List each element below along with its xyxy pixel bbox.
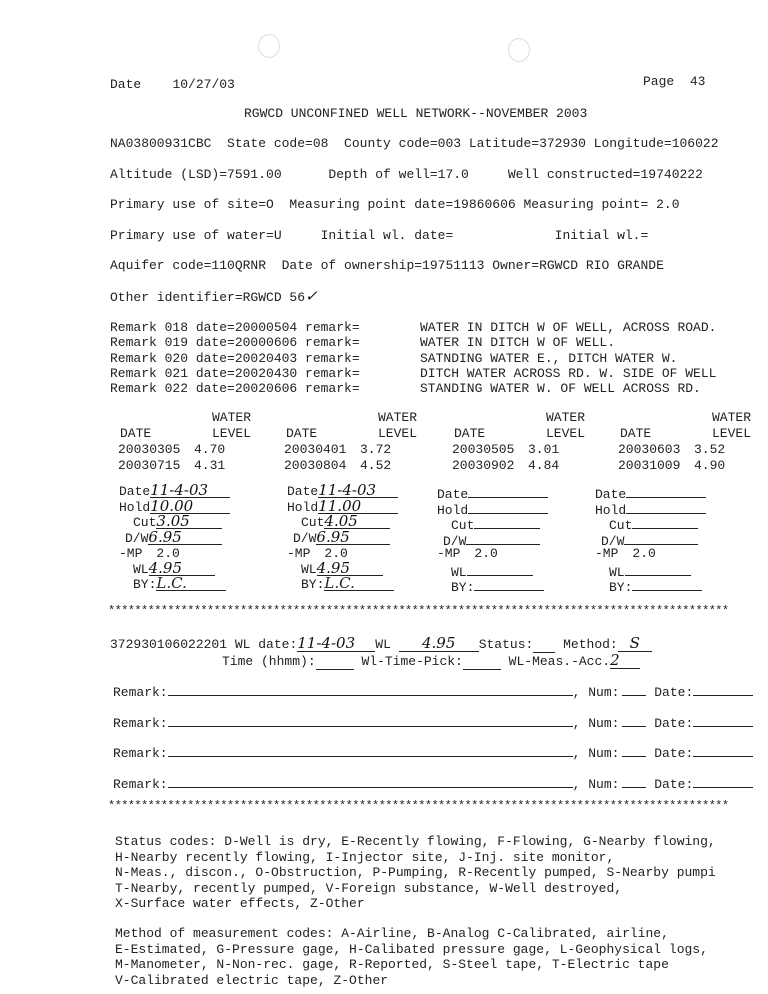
form-label-mp: -MP — [437, 546, 461, 561]
form-label-by: BY: — [301, 577, 325, 592]
level-value: 4.52 — [360, 458, 392, 473]
date-header: DATE — [454, 426, 486, 441]
form-field-date[interactable]: 11-4-03 — [318, 484, 398, 498]
form-label-wl: WL — [301, 561, 317, 577]
form-label-hold: Hold — [437, 502, 469, 518]
form-value-mp: 2.0 — [156, 546, 180, 561]
date-field[interactable] — [693, 714, 753, 727]
remark-label: Remark 018 date=20000504 remark= — [110, 320, 360, 335]
form-label-date: Date — [595, 487, 627, 502]
form-value-mp: 2.0 — [632, 546, 656, 561]
remark-label: Remark 020 date=20020403 remark= — [110, 350, 360, 366]
entry-line — [110, 636, 652, 653]
remark-entry: Remark: , Num: Date: — [113, 683, 753, 700]
form-field-dw[interactable] — [624, 531, 698, 545]
method-code-line: M-Manometer, N-Non-rec. gage, R-Reported, S-Steel tape, T-Electric tape — [115, 957, 669, 972]
remark-text: STANDING WATER W. OF WELL ACROSS RD. — [420, 381, 701, 397]
status-code-line: Status codes: D-Well is dry, E-Recently flowing, F-Flowing, G-Nearby flowing, — [115, 834, 716, 849]
level-date: 20030603 — [618, 442, 681, 457]
form-row-by — [437, 577, 587, 593]
form-row-mp — [119, 546, 269, 562]
remark-text: DITCH WATER ACROSS RD. W. SIDE OF WELL — [420, 365, 717, 381]
time-field[interactable] — [316, 654, 354, 670]
form-field-dw[interactable]: 6.95 — [148, 531, 222, 545]
form-field-cut[interactable]: 3.05 — [156, 515, 222, 529]
remark-label: Remark 021 date=20020430 remark= — [110, 365, 360, 381]
level-date: 20030305 — [118, 442, 181, 457]
method-code-line: V-Calibrated electric tape, Z-Other — [115, 972, 389, 988]
measurement-form — [437, 484, 587, 593]
form-label-by: BY: — [451, 580, 475, 595]
level-value: 4.90 — [694, 458, 726, 473]
date-label: Date — [110, 77, 142, 92]
level-value: 3.72 — [360, 442, 392, 457]
form-row-dw — [119, 527, 269, 547]
form-row-cut — [119, 512, 269, 531]
form-row-cut — [437, 515, 587, 531]
form-label-cut: Cut — [609, 518, 633, 533]
form-row-dw — [437, 531, 587, 547]
form-label-mp: -MP — [287, 546, 311, 561]
form-row-date — [119, 481, 269, 500]
method-code-line: E-Estimated, G-Pressure gage, H-Calibated pressure gage, L-Geophysical logs, — [115, 941, 708, 957]
wl-date-field[interactable]: 11-4-03 — [297, 636, 375, 652]
punch-hole — [258, 34, 280, 58]
remark-label: Remark 022 date=20020606 remark= — [110, 381, 360, 397]
site-line-2: Altitude (LSD)=7591.00 Depth of well=17.0 Well constructed=19740222 — [110, 167, 703, 182]
form-row-dw — [595, 531, 745, 547]
form-row-wl — [287, 558, 437, 578]
form-label-cut: Cut — [133, 515, 157, 530]
water-header: WATER — [212, 410, 252, 425]
separator: ********************************************************************************************** — [108, 604, 729, 618]
level-header: LEVEL — [712, 426, 752, 441]
wl-field[interactable]: 4.95 — [399, 636, 479, 652]
level-value: 3.52 — [694, 442, 726, 457]
form-row-hold — [437, 500, 587, 516]
status-code-line: X-Surface water effects, Z-Other — [115, 896, 365, 911]
form-row-mp — [595, 546, 745, 562]
form-field-date[interactable] — [626, 484, 706, 498]
date-field-label: Date: — [654, 746, 694, 761]
site-id: 372930106022201 — [110, 637, 228, 652]
date-field-label: Date: — [654, 685, 694, 700]
punch-hole — [508, 38, 530, 62]
report-date — [110, 77, 235, 92]
acc-label: WL-Meas.-Acc. — [508, 654, 611, 669]
form-label-dw: D/W — [601, 533, 625, 549]
num-field[interactable] — [622, 744, 646, 757]
num-field[interactable] — [622, 714, 646, 727]
form-row-mp — [287, 546, 437, 562]
num-label: Num: — [588, 685, 620, 700]
form-row-dw — [287, 527, 437, 547]
remark-field[interactable] — [168, 683, 573, 696]
level-date: 20030715 — [118, 458, 181, 473]
remark-field-label: Remark: — [113, 746, 168, 761]
report-title: RGWCD UNCONFINED WELL NETWORK--NOVEMBER 2003 — [244, 106, 588, 121]
measurement-form — [287, 481, 437, 593]
num-field[interactable] — [622, 775, 646, 788]
level-date: 20030505 — [452, 442, 515, 457]
date-field[interactable] — [693, 775, 753, 788]
site-line-1: NA03800931CBC State code=08 County code=003 Latitude=372930 Longitude=106022 — [110, 136, 719, 151]
form-row-wl — [437, 562, 587, 578]
form-field-cut[interactable] — [474, 515, 540, 529]
water-header: WATER — [546, 410, 586, 425]
status-label: Status: — [478, 637, 534, 652]
form-field-by[interactable] — [632, 577, 702, 591]
form-label-by: BY: — [133, 577, 157, 592]
date-value: 10/27/03 — [172, 77, 235, 92]
form-field-by[interactable] — [474, 577, 544, 591]
form-row-date — [595, 484, 745, 500]
form-value-mp: 2.0 — [324, 546, 348, 561]
form-field-date[interactable] — [468, 484, 548, 498]
other-identifier: Other identifier=RGWCD 56 — [110, 290, 306, 305]
status-field[interactable] — [533, 637, 555, 653]
form-field-hold[interactable]: 10.00 — [150, 500, 230, 514]
remark-entry: Remark: , Num: Date: — [113, 775, 753, 792]
form-field-cut[interactable] — [632, 515, 698, 529]
form-field-wl[interactable] — [625, 562, 691, 576]
form-row-cut — [287, 512, 437, 531]
wl-label: WL — [375, 637, 391, 652]
page-number — [643, 74, 705, 89]
form-field-cut[interactable]: 4.05 — [324, 515, 390, 529]
form-field-by[interactable]: L.C. — [156, 577, 226, 591]
form-label-date: Date — [437, 487, 469, 502]
form-field-date[interactable]: 11-4-03 — [150, 484, 230, 498]
remark-entry: Remark: , Num: Date: — [113, 714, 753, 731]
level-header: LEVEL — [212, 426, 252, 441]
level-date: 20031009 — [618, 458, 681, 473]
form-row-date — [437, 484, 587, 500]
date-header: DATE — [286, 426, 318, 441]
form-label-hold: Hold — [287, 499, 319, 515]
form-label-hold: Hold — [595, 502, 627, 518]
level-value: 4.70 — [194, 442, 226, 457]
page-label: Page — [643, 74, 675, 89]
form-row-wl — [595, 562, 745, 578]
form-label-wl: WL — [609, 564, 625, 580]
separator: ********************************************************************************************** — [108, 799, 729, 813]
remark-field[interactable] — [168, 775, 573, 788]
form-field-hold[interactable]: 11.00 — [318, 500, 398, 514]
remark-label: Remark 019 date=20000606 remark= — [110, 335, 360, 351]
form-row-hold — [119, 496, 269, 516]
form-row-mp — [437, 546, 587, 562]
form-row-by — [119, 574, 269, 593]
form-label-cut: Cut — [451, 518, 475, 533]
date-field[interactable] — [693, 683, 753, 696]
form-label-mp: -MP — [595, 546, 619, 561]
form-field-wl[interactable] — [467, 562, 533, 576]
num-label: Num: — [588, 776, 620, 792]
method-field[interactable]: S — [618, 636, 652, 652]
form-label-dw: D/W — [443, 533, 467, 549]
acc-field[interactable]: 2 — [610, 653, 640, 669]
site-line-3: Primary use of site=O Measuring point date=19860606 Measuring point= 2.0 — [110, 197, 680, 212]
form-value-mp: 2.0 — [474, 546, 498, 561]
remark-field-label: Remark: — [113, 776, 168, 792]
level-date: 20030401 — [284, 442, 347, 457]
pick-label: Wl-Time-Pick: — [361, 654, 463, 669]
form-label-wl: WL — [133, 561, 149, 577]
form-field-by[interactable]: L.C. — [324, 577, 394, 591]
site-line-4: Primary use of water=U Initial wl. date= Initial wl.= — [110, 228, 649, 243]
num-label: Num: — [588, 715, 620, 731]
form-field-dw[interactable]: 6.95 — [316, 531, 390, 545]
page-value: 43 — [689, 74, 706, 89]
pick-field[interactable] — [463, 654, 501, 670]
water-header: WATER — [712, 410, 752, 425]
method-code-line: Method of measurement codes: A-Airline, B-Analog C-Calibrated, airline, — [115, 926, 669, 941]
level-value: 4.84 — [528, 458, 560, 473]
site-line-5: Aquifer code=110QRNR Date of ownership=19751113 Owner=RGWCD RIO GRANDE — [110, 258, 664, 273]
status-code-line: T-Nearby, recently pumped, V-Foreign substance, W-Well destroyed, — [115, 880, 623, 896]
form-row-date — [287, 481, 437, 500]
form-field-hold[interactable] — [468, 500, 548, 514]
form-row-wl — [119, 558, 269, 578]
method-label: Method: — [563, 637, 618, 652]
form-label-dw: D/W — [125, 530, 149, 546]
status-code-line: N-Meas., discon., O-Obstruction, P-Pumping, R-Recently pumped, S-Nearby pumpi — [115, 865, 716, 880]
form-row-by — [595, 577, 745, 593]
remark-entry: Remark: , Num: Date: — [113, 744, 753, 761]
date-field[interactable] — [693, 744, 753, 757]
form-field-wl[interactable]: 4.95 — [317, 562, 383, 576]
check-mark-icon: ✓ — [305, 287, 318, 305]
form-label-dw: D/W — [293, 530, 317, 546]
time-label: Time (hhmm): — [222, 654, 316, 669]
form-label-mp: -MP — [119, 546, 143, 561]
remark-field-label: Remark: — [113, 685, 168, 700]
date-field-label: Date: — [654, 776, 694, 792]
level-value: 3.01 — [528, 442, 560, 457]
remark-field[interactable] — [168, 714, 573, 727]
num-field[interactable] — [622, 683, 646, 696]
measurement-form — [119, 481, 269, 593]
form-label-cut: Cut — [301, 515, 325, 530]
date-header: DATE — [620, 426, 652, 441]
wl-date-label: WL date: — [234, 637, 298, 652]
site-line-6 — [110, 289, 318, 305]
status-code-line: H-Nearby recently flowing, I-Injector site, J-Inj. site monitor, — [115, 849, 615, 865]
level-value: 4.31 — [194, 458, 226, 473]
level-header: LEVEL — [546, 426, 586, 441]
remark-field-label: Remark: — [113, 715, 168, 731]
form-label-wl: WL — [451, 564, 467, 580]
water-header: WATER — [378, 410, 418, 425]
form-row-by — [287, 574, 437, 593]
form-row-hold — [595, 500, 745, 516]
remark-text: WATER IN DITCH W OF WELL, ACROSS ROAD. — [420, 320, 717, 335]
form-row-cut — [595, 515, 745, 531]
remark-text: SATNDING WATER E., DITCH WATER W. — [420, 350, 678, 366]
date-header: DATE — [120, 426, 152, 441]
form-label-hold: Hold — [119, 499, 151, 515]
form-row-hold — [287, 496, 437, 516]
time-line — [222, 653, 640, 670]
measurement-form — [595, 484, 745, 593]
form-label-date: Date — [287, 484, 319, 499]
form-field-hold[interactable] — [626, 500, 706, 514]
level-date: 20030804 — [284, 458, 347, 473]
date-field-label: Date: — [654, 715, 694, 731]
form-label-by: BY: — [609, 580, 633, 595]
form-field-dw[interactable] — [466, 531, 540, 545]
remark-text: WATER IN DITCH W OF WELL. — [420, 335, 616, 351]
num-label: Num: — [588, 746, 620, 761]
level-date: 20030902 — [452, 458, 515, 473]
form-field-wl[interactable]: 4.95 — [149, 562, 215, 576]
form-label-date: Date — [119, 484, 151, 499]
level-header: LEVEL — [378, 426, 418, 441]
remark-field[interactable] — [168, 744, 573, 757]
